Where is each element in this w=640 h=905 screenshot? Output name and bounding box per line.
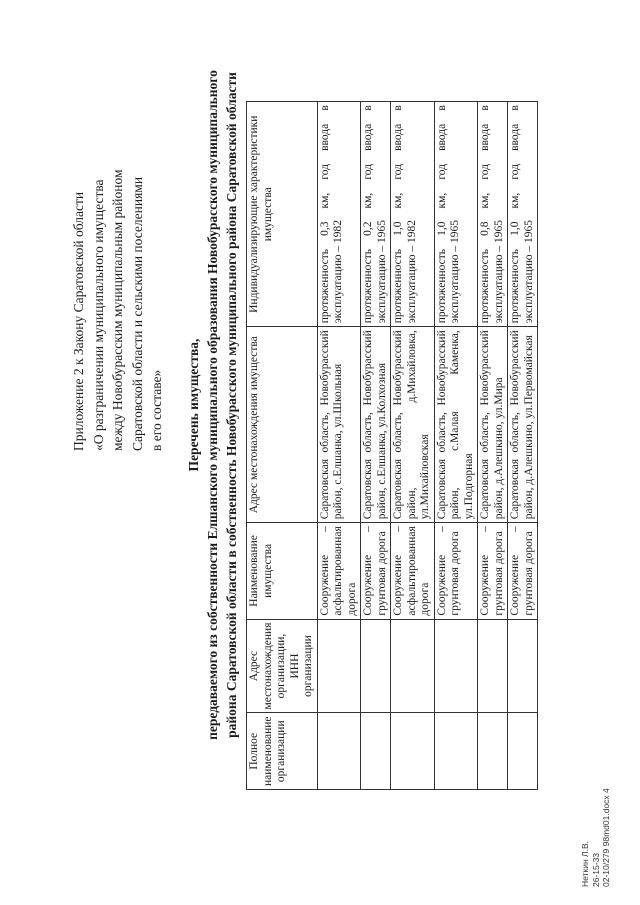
header-org-address: Адрес местонахождения организации, ИНН организации (247, 619, 318, 713)
table-row (434, 102, 478, 790)
table-row (361, 102, 391, 790)
org-address-cell (508, 619, 538, 713)
property-address-cell: Саратовская область, Новобурасский район, д.Михайловка, ул.Михайловская (391, 327, 435, 523)
header-property-name: Наименование имущества (247, 523, 318, 619)
org-address-cell (361, 619, 391, 713)
header-org-name: Полное наименование организации (247, 713, 318, 790)
table-row (317, 102, 361, 790)
table-row (478, 102, 508, 790)
property-desc-cell: протяженность 0,8 км, год ввода в эксплуатацию – 1965 (478, 102, 508, 327)
org-address-cell (434, 619, 478, 713)
table-row (391, 102, 435, 790)
footer-author: Неткин Л.В. (580, 841, 590, 887)
org-name-cell (478, 713, 508, 790)
appendix-line: между Новобурасским муниципальным районом (110, 169, 125, 451)
header-property-characteristics: Индивидуализирующие характеристики имущества (247, 102, 318, 327)
appendix-line: Приложение 2 к Закону Саратовской области (71, 191, 86, 451)
property-table (246, 101, 538, 790)
org-address-cell (391, 619, 435, 713)
table-header-row (247, 102, 318, 790)
property-address-cell: Саратовская область, Новобурасский район, д.Алешкино, ул.Первомайская (508, 327, 538, 523)
property-name-cell: Сооружение – асфальтированная дорога (391, 523, 435, 619)
footer-phone: 26-15-33 (590, 852, 601, 887)
appendix-note (69, 121, 167, 451)
title-line: Перечень имущества, (186, 338, 201, 472)
appendix-line: в его составе» (149, 369, 164, 451)
property-address-cell: Саратовская область, Новобурасский район, с.Елшанка, ул.Колхозная (361, 327, 391, 523)
table-row (508, 102, 538, 790)
org-name-cell (391, 713, 435, 790)
org-name-cell (434, 713, 478, 790)
property-address-cell: Саратовская область, Новобурасский район, с.Малая Каменка, ул.Подгорная (434, 327, 478, 523)
org-address-cell (317, 619, 361, 713)
property-name-cell: Сооружение – асфальтированная дорога (317, 523, 361, 619)
property-desc-cell: протяженность 1,0 км, год ввода в эксплуатацию – 1965 (434, 102, 478, 327)
footer-file-ref: 02-10/279 98md01.docx 4 (601, 788, 611, 887)
org-name-cell (317, 713, 361, 790)
property-desc-cell: протяженность 1,0 км, год ввода в эксплуатацию – 1982 (391, 102, 435, 327)
title-line: района Саратовской области в собственность Новобурасского муниципального района Саратовской области (224, 72, 239, 738)
property-name-cell: Сооружение – грунтовая дорога (478, 523, 508, 619)
document-title (184, 5, 241, 805)
appendix-line: Саратовской области и сельскими поселениями (129, 176, 145, 451)
document-footer (580, 788, 612, 887)
property-address-cell: Саратовская область, Новобурасский район, д.Алешкино, ул.Мира (478, 327, 508, 523)
property-desc-cell: протяженность 0,2 км, год ввода в эксплуатацию – 1965 (361, 102, 391, 327)
property-address-cell: Саратовская область, Новобурасский район, с.Елшанка, ул.Школьная (317, 327, 361, 523)
property-desc-cell: протяженность 1,0 км, год ввода в эксплуатацию – 1965 (508, 102, 538, 327)
property-name-cell: Сооружение – грунтовая дорога (361, 523, 391, 619)
property-name-cell: Сооружение – грунтовая дорога (508, 523, 538, 619)
header-property-address: Адрес местонахождения имущества (247, 327, 318, 523)
property-name-cell: Сооружение – грунтовая дорога (434, 523, 478, 619)
org-name-cell (508, 713, 538, 790)
org-name-cell (361, 713, 391, 790)
org-address-cell (478, 619, 508, 713)
title-line: передаваемого из собственности Елшанского муниципального образования Новобурасского муниципального (205, 70, 220, 740)
appendix-line: «О разграничении муниципального имущества (90, 179, 106, 451)
property-desc-cell: протяженность 0,3 км, год ввода в эксплуатацию – 1982 (317, 102, 361, 327)
